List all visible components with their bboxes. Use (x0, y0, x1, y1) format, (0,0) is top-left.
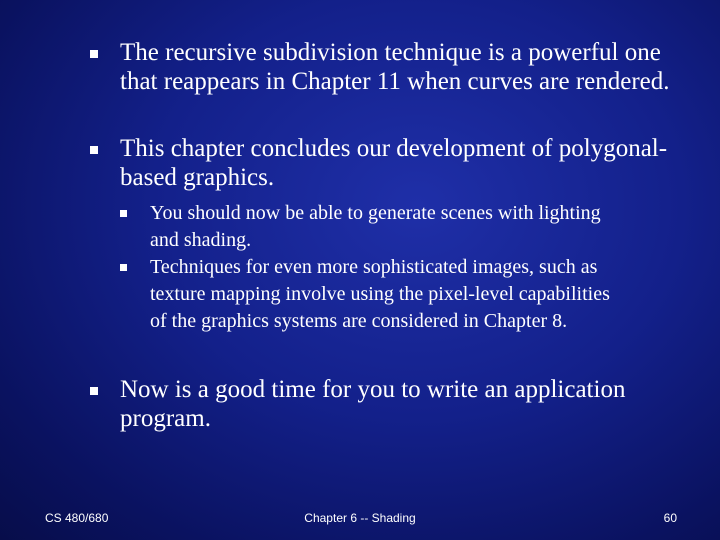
sub-bullet-text-2: Techniques for even more sophisticated images, such as texture mapping involve using the pixel-level capabilities of the graphics systems are considered in Chapter 8. (150, 256, 610, 332)
bullet-item-1 (88, 38, 688, 96)
bullet-text-1: The recursive subdivision technique is a powerful one that reappears in Chapter 11 when curves are rendered. (120, 39, 670, 95)
square-bullet-icon (90, 50, 98, 58)
sub-bullet-item-2 (120, 254, 620, 335)
square-bullet-icon (120, 264, 127, 271)
sub-bullet-list (120, 200, 620, 335)
footer-page-number: 60 (663, 511, 677, 525)
sub-bullet-item-1 (120, 200, 620, 254)
bullet-list (88, 38, 688, 433)
footer-course: CS 480/680 (45, 511, 109, 525)
square-bullet-icon (90, 387, 98, 395)
square-bullet-icon (120, 210, 127, 217)
bullet-text-2: This chapter concludes our development of polygonal-based graphics. (120, 135, 668, 191)
sub-bullet-text-1: You should now be able to generate scenes with lighting and shading. (150, 202, 601, 251)
bullet-text-3: Now is a good time for you to write an application program. (120, 376, 626, 432)
bullet-item-3 (88, 375, 688, 433)
square-bullet-icon (90, 146, 98, 154)
footer-chapter: Chapter 6 -- Shading (304, 511, 416, 525)
bullet-item-2 (88, 134, 688, 192)
